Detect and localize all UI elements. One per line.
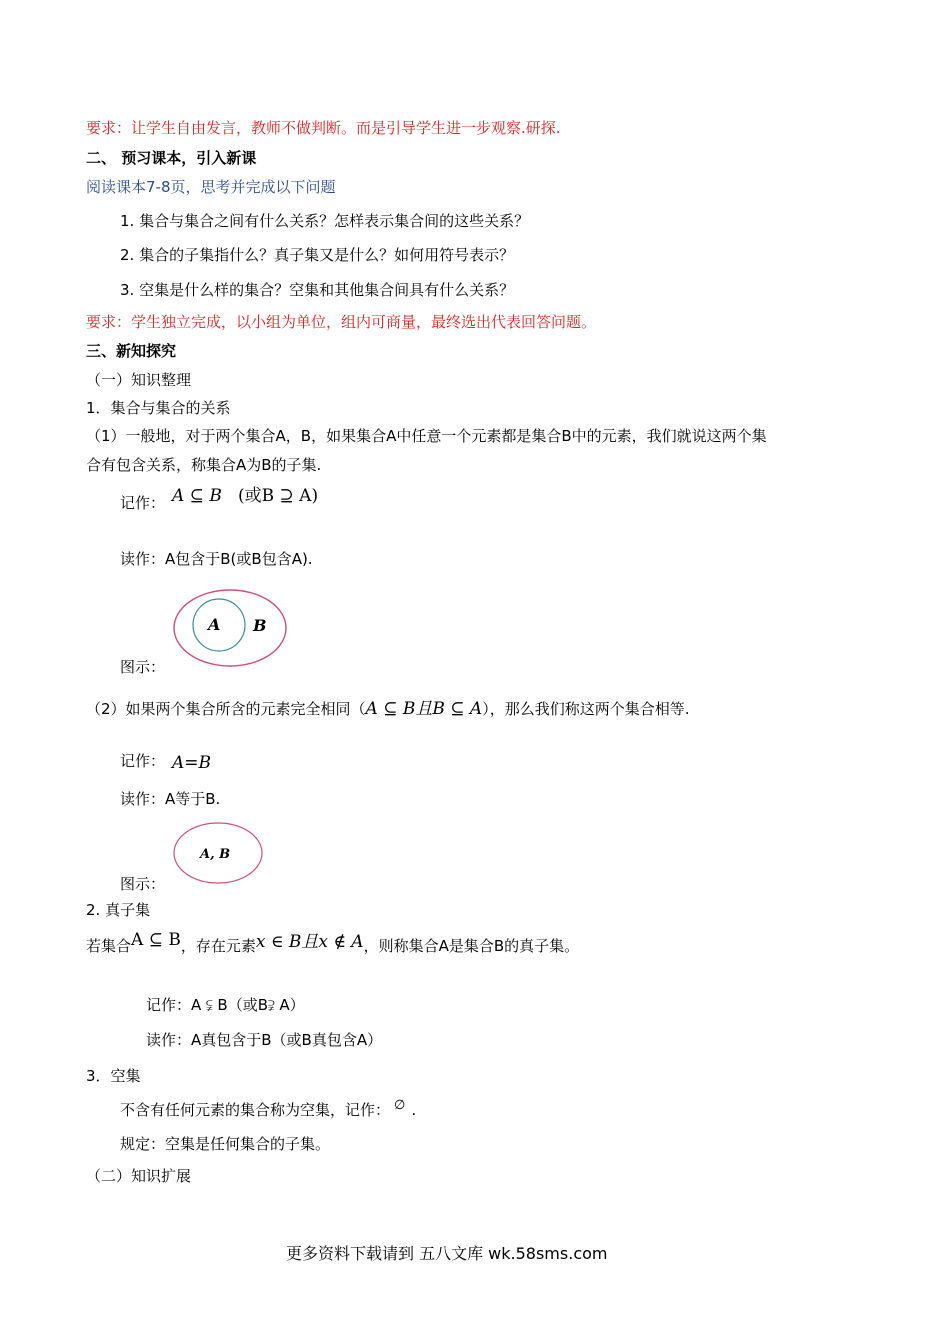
subsection-2-title: （二）知识扩展 bbox=[86, 1167, 192, 1185]
venn-equal-label: A, B bbox=[200, 847, 231, 862]
requirement-1: 要求：让学生自由发言，教师不做判断。而是引导学生进一步观察.研探. bbox=[86, 119, 561, 137]
subset-definition-line-1: （1）一般地，对于两个集合A，B，如果集合A中任意一个元素都是集合B中的元素，我们就说这两个集 bbox=[86, 427, 767, 445]
notation-label-2: 记作： bbox=[120, 752, 166, 770]
diagram-label-2: 图示： bbox=[120, 875, 166, 893]
venn-diagram-equal bbox=[172, 820, 268, 890]
equality-definition bbox=[86, 698, 689, 720]
venn-diagram-subset bbox=[172, 588, 292, 674]
requirement-2: 要求：学生独立完成，以小组为单位，组内可商量，最终选出代表回答问题。 bbox=[86, 313, 597, 331]
footer-download-notice[interactable]: 更多资料下载请到 五八文库 wk.58sms.com bbox=[286, 1244, 608, 1263]
proper-subset-text-before: 若集合 bbox=[86, 937, 132, 955]
proper-subset-condition-1: A ⊆ B bbox=[131, 930, 181, 950]
proper-subset-reading: 读作：A真包含于B（或B真包含A） bbox=[146, 1031, 383, 1049]
diagram-label-1: 图示： bbox=[120, 658, 166, 676]
reading-instruction: 阅读课本7-8页，思考并完成以下问题 bbox=[86, 178, 336, 196]
notation-label: 记作： bbox=[120, 494, 166, 512]
item-1-title: 1．集合与集合的关系 bbox=[86, 399, 231, 417]
subset-notation: A ⊆ B bbox=[172, 486, 222, 506]
proper-subset-definition bbox=[86, 930, 580, 957]
proper-subset-notation: 记作：A ⫋ B（或B⫌ A） bbox=[146, 996, 305, 1014]
reading-equality: 读作：A等于B. bbox=[120, 790, 221, 808]
subset-alt-notation: (或B ⊇ A) bbox=[238, 486, 319, 506]
reading-subset: 读作：A包含于B(或B包含A). bbox=[120, 550, 313, 568]
empty-set-rule: 规定：空集是任何集合的子集。 bbox=[120, 1135, 331, 1153]
question-3: 3. 空集是什么样的集合？空集和其他集合间具有什么关系？ bbox=[120, 281, 515, 299]
question-2: 2. 集合的子集指什么？真子集又是什么？如何用符号表示？ bbox=[120, 246, 515, 264]
section-2-title: 二、 预习课本，引入新课 bbox=[86, 149, 257, 167]
empty-set-text: 不含有任何元素的集合称为空集，记作： bbox=[120, 1101, 391, 1119]
proper-subset-condition-2: x ∈ B且x ∉ A bbox=[255, 932, 364, 952]
empty-set-symbol: ∅ bbox=[394, 1098, 406, 1113]
question-1: 1. 集合与集合之间有什么关系？怎样表示集合间的这些关系？ bbox=[120, 212, 530, 230]
equality-text-before: （2）如果两个集合所含的元素完全相同（ bbox=[86, 700, 366, 718]
venn-outer-label: B bbox=[253, 616, 267, 635]
equality-notation: A=B bbox=[172, 753, 212, 773]
subset-definition-line-2: 合有包含关系，称集合A为B的子集. bbox=[86, 456, 322, 474]
section-3-title: 三、新知探究 bbox=[86, 342, 177, 360]
venn-inner-label: A bbox=[208, 615, 221, 634]
item-2-title: 2. 真子集 bbox=[86, 901, 151, 919]
proper-subset-text-mid: ，存在元素 bbox=[180, 937, 256, 955]
empty-set-definition bbox=[120, 1099, 416, 1123]
empty-set-period: . bbox=[411, 1101, 417, 1119]
subsection-1-title: （一）知识整理 bbox=[86, 371, 192, 389]
item-3-title: 3．空集 bbox=[86, 1067, 141, 1085]
equality-condition: A ⊆ B且B ⊆ A bbox=[365, 699, 483, 719]
equality-text-after: ），那么我们称这两个集合相等. bbox=[482, 700, 690, 718]
proper-subset-text-after: ，则称集合A是集合B的真子集。 bbox=[363, 937, 580, 955]
